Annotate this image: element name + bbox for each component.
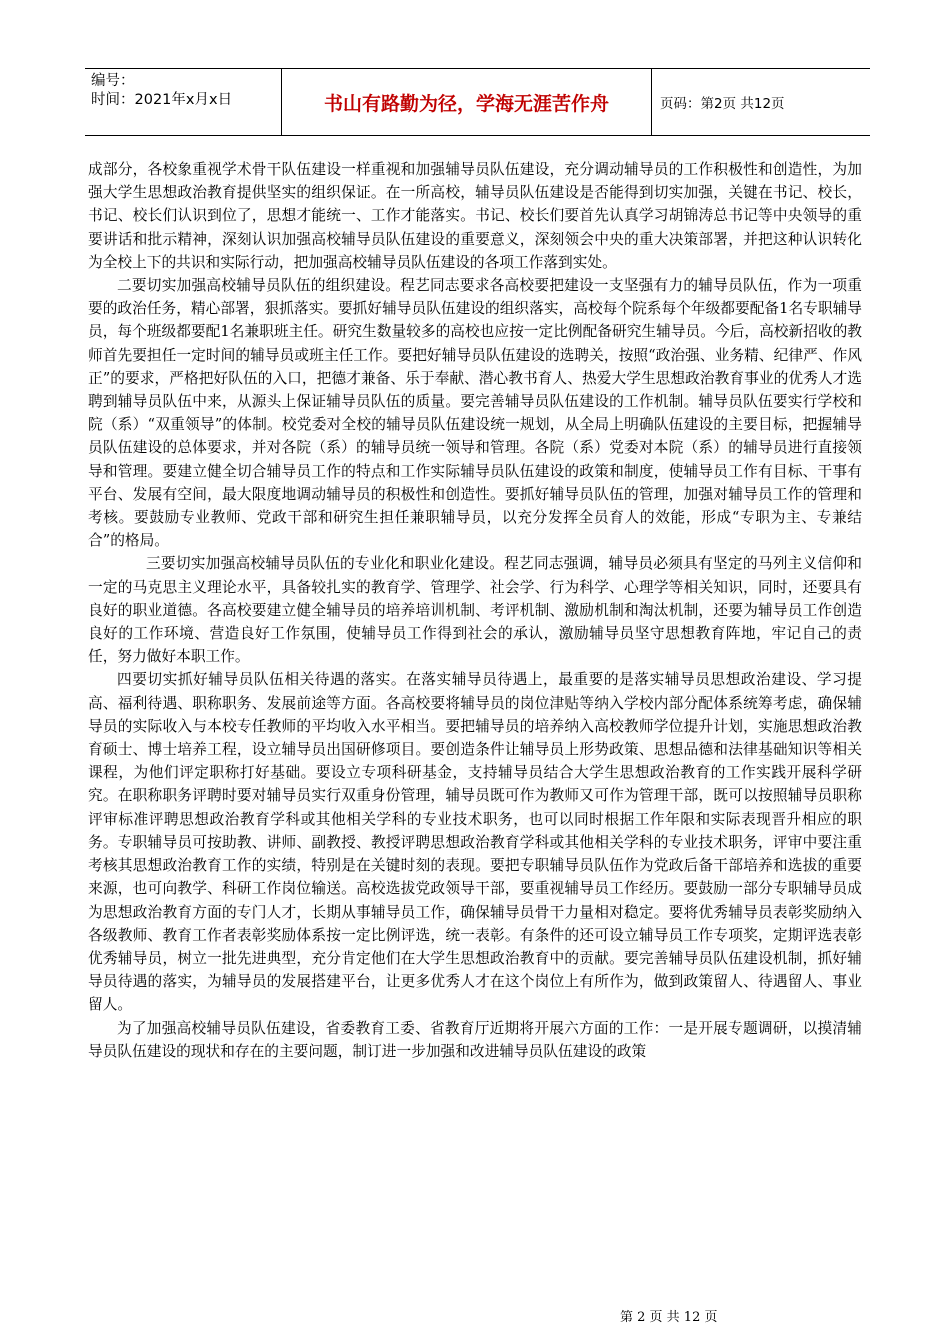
paragraph-1: 成部分，各校象重视学术骨干队伍建设一样重视和加强辅导员队伍建设，充分调动辅导员的工作积极性和创造性，为加强大学生思想政治教育提供坚实的组织保证。在一所高校，辅导员队伍建设是否能得到切实加强，关键在书记、校长，书记、校长们认识到位了，思想才能统一、工作才能落实。书记、校长们要首先认真学习胡锦涛总书记等中央领导的重要讲话和批示精神，深刻认识加强高校辅导员队伍建设的重要意义，深刻领会中央的重大决策部署，并把这种认识转化为全校上下的共识和实际行动，把加强高校辅导员队伍建设的各项工作落到实处。 — [88, 161, 862, 271]
header-page-count: 页码：第2页 共12页 — [660, 96, 785, 112]
page-header — [85, 68, 870, 136]
header-motto: 书山有路勤为径，学海无涯苦作舟 — [282, 69, 652, 135]
paragraph-3: 三要切实加强高校辅导员队伍的专业化和职业化建设。程艺同志强调，辅导员必须具有坚定的马列主义信仰和一定的马克思主义理论水平，具备较扎实的教育学、管理学、社会学、行为科学、心理学等相关知识，同时，还要具有良好的职业道德。各高校要建立健全辅导员的培养培训机制、考评机制、激励机制和淘汰机制，还要为辅导员工作创造良好的工作环境、营造良好工作氛围，使辅导员工作得到社会的承认，激励辅导员坚守思想教育阵地，牢记自己的责任，努力做好本职工作。 — [88, 555, 862, 666]
document-time-label: 时间：2021年x月x日 — [91, 92, 233, 108]
paragraph-5: 为了加强高校辅导员队伍建设，省委教育工委、省教育厅近期将开展六方面的工作：一是开展专题调研，以摸清辅导员队伍建设的现状和存在的主要问题，制订进一步加强和改进辅导员队伍建设的政策 — [88, 1019, 862, 1060]
document-number-label: 编号： — [91, 73, 135, 89]
paragraph-4: 四要切实抓好辅导员队伍相关待遇的落实。在落实辅导员待遇上，最重要的是落实辅导员思想政治建设、学习提高、福利待遇、职称职务、发展前途等方面。各高校要将辅导员的岗位津贴等纳入学校内部分配体系统筹考虑，确保辅导员的实际收入与本校专任教师的平均收入水平相当。要把辅导员的培养纳入高校教师学位提升计划，实施思想政治教育硕士、博士培养工程，设立辅导员出国研修项目。要创造条件让辅导员上形势政策、思想品德和法律基础知识等相关课程，为他们评定职称打好基础。要设立专项科研基金，支持辅导员结合大学生思想政治教育的工作实践开展科学研究。在职称职务评聘时要对辅导员实行双重身份管理，辅导员既可作为教师又可作为管理干部，既可以按照辅导员职称评审标准评聘思想政治教育学科或其他相关学科的专业技术职务，也可以同时根据工作年限和实际表现晋升相应的职务。专职辅导员可按助教、讲师、副教授、教授评聘思想政治教育学科或其他相关学科的专业技术职务，评审中要注重考核其思想政治教育工作的实绩，特别是在关键时刻的表现。要把专职辅导员队伍作为党政后备干部培养和选拔的重要来源，也可向教学、科研工作岗位输送。高校选拔党政领导干部，要重视辅导员工作经历。要鼓励一部分专职辅导员成为思想政治教育方面的专门人才，长期从事辅导员工作，确保辅导员骨干力量相对稳定。要将优秀辅导员表彰奖励纳入各级教师、教育工作者表彰奖励体系按一定比例评选，统一表彰。有条件的还可设立辅导员工作专项奖，定期评选表彰优秀辅导员，树立一批先进典型，充分肯定他们在大学生思想政治教育中的贡献。要完善辅导员队伍建设机制，抓好辅导员待遇的落实，为辅导员的发展搭建平台，让更多优秀人才在这个岗位上有所作为，做到政策留人、待遇留人、事业留人。 — [88, 671, 862, 1014]
document-body — [88, 158, 862, 1063]
page-footer: 第 2 页 共 12 页 — [620, 1310, 718, 1325]
paragraph-2: 二要切实加强高校辅导员队伍的组织建设。程艺同志要求各高校要把建设一支坚强有力的辅导员队伍，作为一项重要的政治任务，精心部署，狠抓落实。要抓好辅导员队伍建设的组织落实，高校每个院系每个年级都要配备1名专职辅导员，每个班级都要配1名兼职班主任。研究生数量较多的高校也应按一定比例配备研究生辅导员。今后，高校新招收的教师首先要担任一定时间的辅导员或班主任工作。要把好辅导员队伍建设的选聘关，按照“政治强、业务精、纪律严、作风正”的要求，严格把好队伍的入口，把德才兼备、乐于奉献、潜心教书育人、热爱大学生思想政治教育事业的优秀人才选聘到辅导员队伍中来，从源头上保证辅导员队伍的质量。要完善辅导员队伍建设的工作机制。辅导员队伍要实行学校和院（系）“双重领导”的体制。校党委对全校的辅导员队伍建设统一规划，从全局上明确队伍建设的主要目标，把握辅导员队伍建设的总体要求，并对各院（系）的辅导员统一领导和管理。各院（系）党委对本院（系）的辅导员进行直接领导和管理。要建立健全切合辅导员工作的特点和工作实际辅导员队伍建设的政策和制度，使辅导员工作有目标、干事有平台、发展有空间，最大限度地调动辅导员的积极性和创造性。要抓好辅导员队伍的管理，加强对辅导员工作的管理和考核。要鼓励专业教师、党政干部和研究生担任兼职辅导员，以充分发挥全员育人的效能，形成“专职为主、专兼结合”的格局。 — [88, 277, 862, 550]
header-meta — [85, 69, 282, 135]
